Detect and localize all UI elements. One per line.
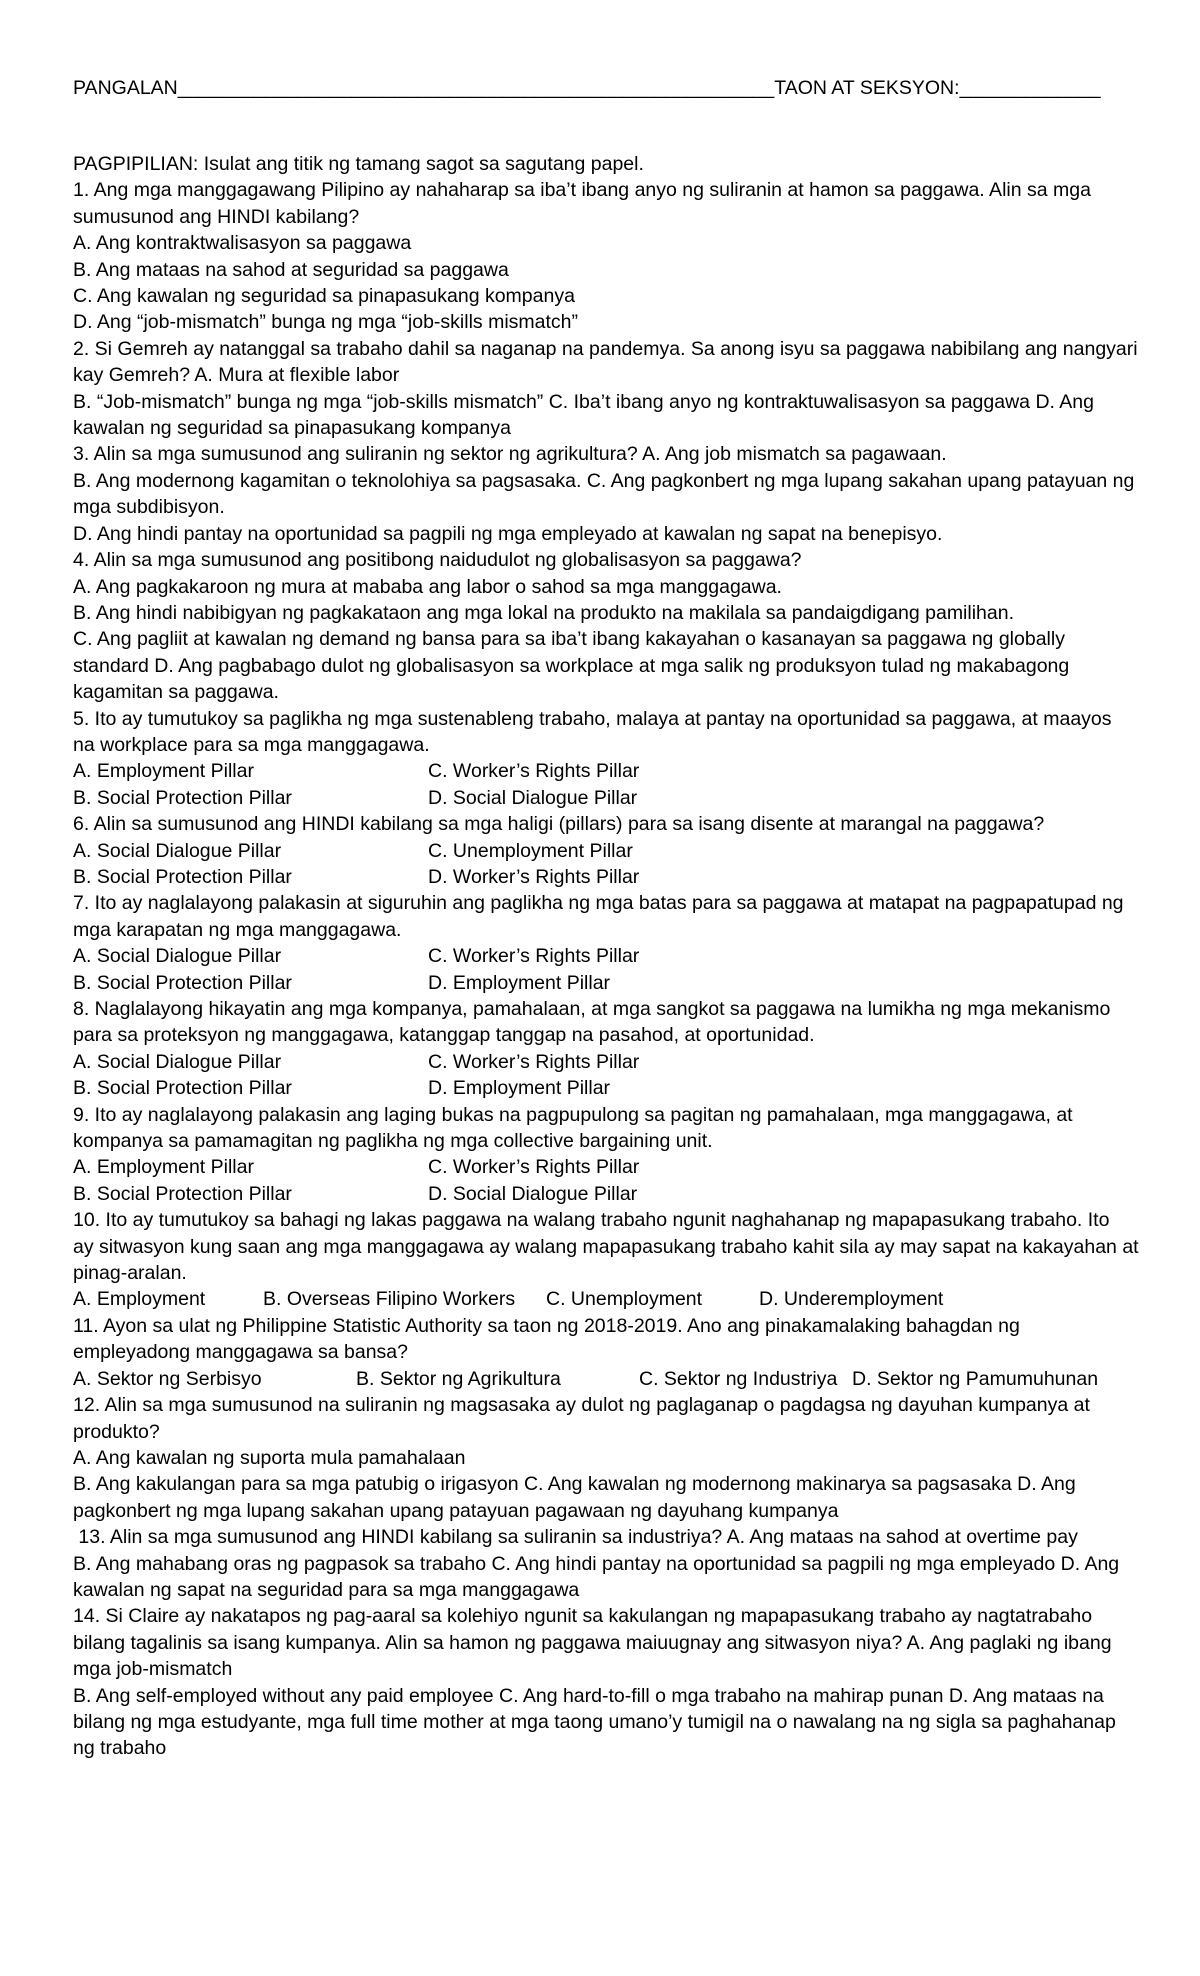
question-9-choice-c: C. Worker’s Rights Pillar <box>428 1156 640 1179</box>
question-9-choices-row <box>73 1181 1138 1207</box>
question-6-choice-d: D. Worker’s Rights Pillar <box>428 865 640 888</box>
question-14-text: bilang ng mga estudyante, mga full time mother at mga taong umano’y tumigil na o nawalang na ng sigla sa paghahanap <box>73 1710 1116 1733</box>
question-12-text: pagkonbert ng mga lupang sakahan upang patayuan pagawaan ng dayuhang kumpanya <box>73 1499 839 1522</box>
question-11-choice-d: D. Sektor ng Pamumuhunan <box>852 1367 1099 1390</box>
question-5-choices-row <box>73 758 1138 784</box>
question-2-text: B. “Job-mismatch” bunga ng mga “job-skills mismatch” C. Iba’t ibang anyo ng kontraktuwalisasyon sa paggawa D. Ang <box>73 390 1094 413</box>
question-1-choice-b: B. Ang mataas na sahod at seguridad sa paggawa <box>73 258 509 281</box>
question-14-text: bilang tagalinis sa isang kumpanya. Alin sa hamon ng paggawa maiuugnay ang sitwasyon niya? A. Ang paglaki ng ibang <box>73 1631 1112 1654</box>
name-blank: _______________________________________________________ <box>177 77 775 99</box>
question-3-text: mga subdibisyon. <box>73 496 225 519</box>
question-2-text: kawalan ng seguridad sa pinapasukang kompanya <box>73 417 511 440</box>
question-5-choices-row <box>73 785 1138 811</box>
question-13-text: kawalan ng sapat na seguridad para sa mga manggagawa <box>73 1578 580 1601</box>
question-6-choice-c: C. Unemployment Pillar <box>428 839 633 862</box>
question-7-stem: mga karapatan ng mga manggagawa. <box>73 918 402 941</box>
question-10-stem: 10. Ito ay tumutukoy sa bahagi ng lakas paggawa na walang trabaho ngunit naghahanap ng mapapasukang trabaho. Ito <box>73 1209 1110 1232</box>
question-11-choice-c: C. Sektor ng Industriya <box>639 1367 838 1390</box>
question-8-choice-d: D. Employment Pillar <box>428 1077 611 1100</box>
question-7-choice-a: A. Social Dialogue Pillar <box>73 945 282 968</box>
question-11-choice-a: A. Sektor ng Serbisyo <box>73 1367 262 1390</box>
question-6-choices-row <box>73 838 1138 864</box>
question-12-text: produkto? <box>73 1420 160 1443</box>
question-2-text: kay Gemreh? A. Mura at flexible labor <box>73 364 400 387</box>
question-1-stem: 1. Ang mga manggagawang Pilipino ay nahaharap sa iba’t ibang anyo ng suliranin at hamon sa paggawa. Alin sa mga <box>73 179 1091 202</box>
question-1-choice-d: D. Ang “job-mismatch” bunga ng mga “job-skills mismatch” <box>73 311 579 334</box>
question-5-choice-c: C. Worker’s Rights Pillar <box>428 760 640 783</box>
question-8-stem: para sa proteksyon ng manggagawa, katanggap tanggap na pasahod, at oportunidad. <box>73 1024 815 1047</box>
question-7-choice-c: C. Worker’s Rights Pillar <box>428 945 640 968</box>
header-line <box>73 75 1133 101</box>
question-8-choices-row <box>73 1049 1138 1075</box>
question-7-choices-row <box>73 970 1138 996</box>
question-8-choice-a: A. Social Dialogue Pillar <box>73 1050 282 1073</box>
question-8-choice-c: C. Worker’s Rights Pillar <box>428 1050 640 1073</box>
question-8-choice-b: B. Social Protection Pillar <box>73 1077 292 1100</box>
section-label: TAON AT SEKSYON: <box>774 77 960 99</box>
instructions: PAGPIPILIAN: Isulat ang titik ng tamang sagot sa sagutang papel. <box>73 153 644 175</box>
question-11-choice-b: B. Sektor ng Agrikultura <box>356 1367 561 1390</box>
question-11-choices-row <box>73 1366 1138 1392</box>
question-14-text: mga job-mismatch <box>73 1658 233 1681</box>
question-12-text: 12. Alin sa mga sumusunod na suliranin ng magsasaka ay dulot ng paglaganap o pagdagsa ng dayuhan kumpanya at <box>73 1394 1090 1417</box>
question-6-stem: 6. Alin sa sumusunod ang HINDI kabilang sa mga haligi (pillars) para sa isang disente at marangal na paggawa? <box>73 813 1045 836</box>
name-label: PANGALAN <box>73 77 178 99</box>
question-6-choice-a: A. Social Dialogue Pillar <box>73 839 282 862</box>
question-9-choice-d: D. Social Dialogue Pillar <box>428 1182 638 1205</box>
question-10-choice-a: A. Employment <box>73 1288 206 1311</box>
question-10-stem: pinag-aralan. <box>73 1262 187 1285</box>
question-7-choice-b: B. Social Protection Pillar <box>73 971 292 994</box>
question-3-text: D. Ang hindi pantay na oportunidad sa pagpili ng mga empleyado at kawalan ng sapat na benepisyo. <box>73 522 943 545</box>
question-1-choice-a: A. Ang kontraktwalisasyon sa paggawa <box>73 232 412 255</box>
section-blank: _____________ <box>959 77 1101 99</box>
question-3-text: 3. Alin sa mga sumusunod ang suliranin ng sektor ng agrikultura? A. Ang job mismatch sa pagawaan. <box>73 443 947 466</box>
question-4-text: standard D. Ang pagbabago dulot ng globalisasyon sa workplace at mga salik ng produksyon tulad ng makabagong <box>73 654 1070 677</box>
question-4-text: A. Ang pagkakaroon ng mura at mababa ang labor o sahod sa mga manggagawa. <box>73 575 782 598</box>
question-1-choice-c: C. Ang kawalan ng seguridad sa pinapasukang kompanya <box>73 285 575 308</box>
question-14-text: 14. Si Claire ay nakatapos ng pag-aaral sa kolehiyo ngunit sa kakulangan ng mapapasukang trabaho ay nagtatrabaho <box>73 1605 1093 1628</box>
question-14-text: ng trabaho <box>73 1737 167 1760</box>
question-2-text: 2. Si Gemreh ay natanggal sa trabaho dahil sa naganap na pandemya. Sa anong isyu sa paggawa nabibilang ang nangyari <box>73 337 1138 360</box>
question-5-stem: 5. Ito ay tumutukoy sa paglikha ng mga sustenableng trabaho, malaya at pantay na oportunidad sa paggawa, at maayos <box>73 707 1112 730</box>
question-14-text: B. Ang self-employed without any paid employee C. Ang hard-to-fill o mga trabaho na mahirap punan D. Ang mataas na <box>73 1684 1104 1707</box>
question-12-text: A. Ang kawalan ng suporta mula pamahalaan <box>73 1446 466 1469</box>
question-7-stem: 7. Ito ay naglalayong palakasin at siguruhin ang paglikha ng mga batas para sa paggawa at matapat na pagpapatupad ng <box>73 892 1124 915</box>
question-1-stem: sumusunod ang HINDI kabilang? <box>73 205 360 228</box>
question-7-choices-row <box>73 943 1138 969</box>
question-10-choice-b: B. Overseas Filipino Workers <box>263 1288 516 1311</box>
question-5-stem: na workplace para sa mga manggagawa. <box>73 733 430 756</box>
question-9-stem: kompanya sa pamamagitan ng paglikha ng mga collective bargaining unit. <box>73 1130 713 1153</box>
question-8-stem: 8. Naglalayong hikayatin ang mga kompanya, pamahalaan, at mga sangkot sa paggawa na lumikha ng mga mekanismo <box>73 998 1111 1020</box>
question-list <box>73 151 1138 1762</box>
question-9-stem: 9. Ito ay naglalayong palakasin ang laging bukas na pagpupulong sa pagitan ng pamahalaan, mga manggagawa, at <box>73 1103 1073 1126</box>
question-12-text: B. Ang kakulangan para sa mga patubig o irigasyon C. Ang kawalan ng modernong makinarya sa pagsasaka D. Ang <box>73 1473 1076 1496</box>
question-8-choices-row <box>73 1075 1138 1101</box>
question-9-choice-b: B. Social Protection Pillar <box>73 1182 292 1205</box>
question-6-choices-row <box>73 864 1138 890</box>
question-7-choice-d: D. Employment Pillar <box>428 971 611 994</box>
question-4-text: kagamitan sa paggawa. <box>73 681 279 704</box>
question-5-choice-d: D. Social Dialogue Pillar <box>428 786 638 809</box>
question-10-choices-row <box>73 1286 1138 1312</box>
question-9-choice-a: A. Employment Pillar <box>73 1156 254 1179</box>
question-5-choice-b: B. Social Protection Pillar <box>73 786 292 809</box>
question-4-text: B. Ang hindi nabibigyan ng pagkakataon ang mga lokal na produkto na makilala sa pandaigdigang pamilihan. <box>73 601 1015 624</box>
question-9-choices-row <box>73 1154 1138 1180</box>
question-3-text: B. Ang modernong kagamitan o teknolohiya sa pagsasaka. C. Ang pagkonbert ng mga lupang sakahan upang patayuan ng <box>73 469 1135 492</box>
question-4-text: C. Ang pagliit at kawalan ng demand ng bansa para sa iba’t ibang kakayahan o kasanayan sa paggawa ng globally <box>73 628 1065 651</box>
question-10-stem: ay sitwasyon kung saan ang mga manggagawa ay walang mapapasukang trabaho kahit sila ay may sapat na kakayahan at <box>73 1235 1139 1258</box>
question-13-text: B. Ang mahabang oras ng pagpasok sa trabaho C. Ang hindi pantay na oportunidad sa pagpili ng mga empleyado D. Ang <box>73 1552 1120 1575</box>
question-10-choice-c: C. Unemployment <box>546 1288 703 1311</box>
question-6-choice-b: B. Social Protection Pillar <box>73 865 292 888</box>
question-4-text: 4. Alin sa mga sumusunod ang positibong naidudulot ng globalisasyon sa paggawa? <box>73 549 802 572</box>
question-11-stem: 11. Ayon sa ulat ng Philippine Statistic Authority sa taon ng 2018-2019. Ano ang pinakamalaking bahagdan ng <box>73 1314 1020 1337</box>
question-13-text: 13. Alin sa mga sumusunod ang HINDI kabilang sa suliranin sa industriya? A. Ang mataas na sahod at overtime pay <box>73 1526 1078 1549</box>
question-5-choice-a: A. Employment Pillar <box>73 760 254 783</box>
question-11-stem: empleyadong manggagawa sa bansa? <box>73 1341 408 1364</box>
question-10-choice-d: D. Underemployment <box>759 1288 944 1311</box>
